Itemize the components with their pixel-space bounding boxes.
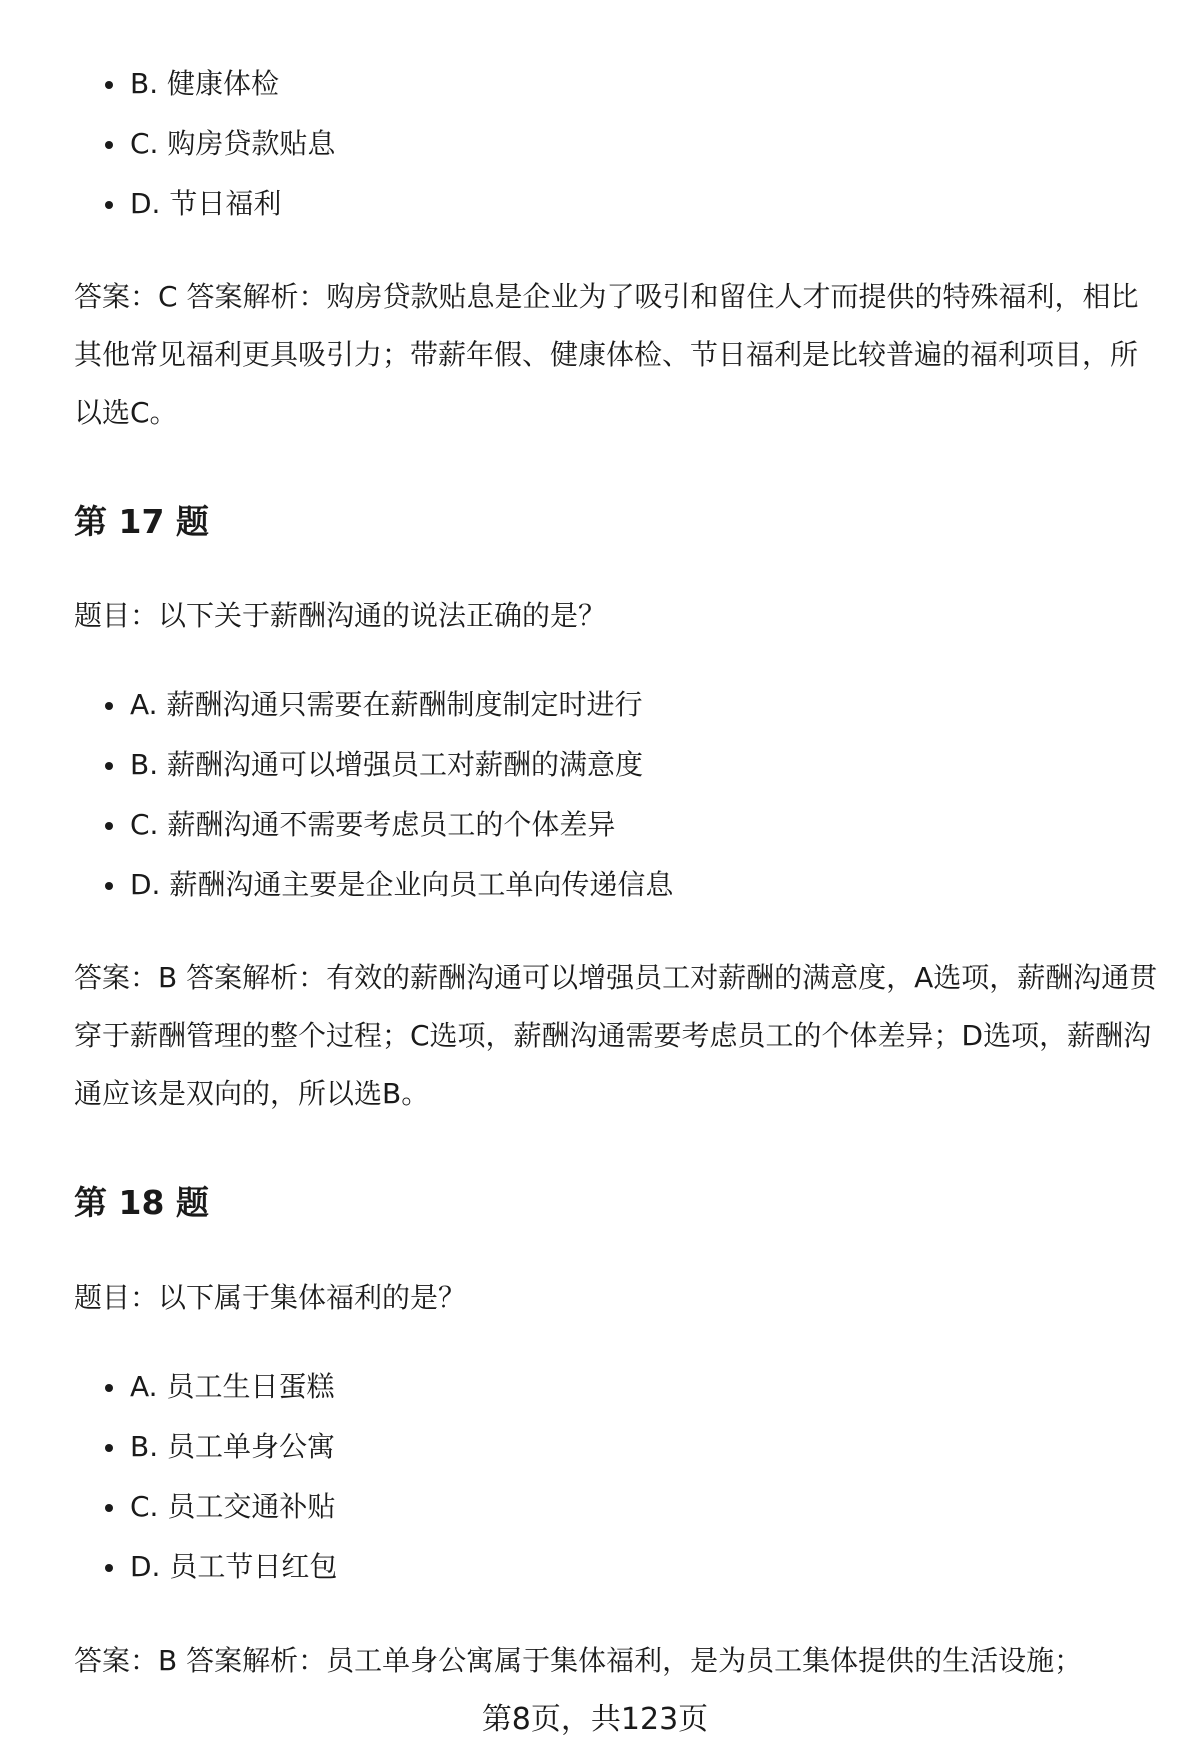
options-list bbox=[74, 67, 335, 247]
question-heading: 第 17 题 bbox=[74, 502, 209, 541]
option-item: B. 员工单身公寓 bbox=[74, 1430, 337, 1464]
option-item: D. 薪酬沟通主要是企业向员工单向传递信息 bbox=[74, 868, 673, 902]
option-item: C. 员工交通补贴 bbox=[74, 1490, 337, 1524]
options-list bbox=[74, 1370, 337, 1610]
answer-explanation: 答案：C 答案解析：购房贷款贴息是企业为了吸引和留住人才而提供的特殊福利，相比其他常见福利更具吸引力；带薪年假、健康体检、节日福利是比较普遍的福利项目，所以选C。 bbox=[74, 280, 1139, 429]
option-item: C. 薪酬沟通不需要考虑员工的个体差异 bbox=[74, 808, 673, 842]
answer-explanation: 答案：B 答案解析：有效的薪酬沟通可以增强员工对薪酬的满意度，A选项，薪酬沟通贯穿于薪酬管理的整个过程；C选项，薪酬沟通需要考虑员工的个体差异；D选项，薪酬沟通应该是双向的，所以选B。 bbox=[74, 961, 1158, 1110]
question-heading: 第 18 题 bbox=[74, 1183, 209, 1222]
question-text: 题目：以下属于集体福利的是？ bbox=[74, 1281, 467, 1314]
option-item: A. 薪酬沟通只需要在薪酬制度制定时进行 bbox=[74, 688, 673, 722]
answer-explanation: 答案：B 答案解析：员工单身公寓属于集体福利，是为员工集体提供的生活设施； bbox=[74, 1644, 1083, 1677]
option-item: B. 薪酬沟通可以增强员工对薪酬的满意度 bbox=[74, 748, 673, 782]
question-text: 题目：以下关于薪酬沟通的说法正确的是？ bbox=[74, 599, 607, 632]
options-list bbox=[74, 688, 673, 928]
option-item: A. 员工生日蛋糕 bbox=[74, 1370, 337, 1404]
option-item: D. 员工节日红包 bbox=[74, 1550, 337, 1584]
option-item: D. 节日福利 bbox=[74, 187, 335, 221]
option-item: B. 健康体检 bbox=[74, 67, 335, 101]
page-number: 第8页，共123页 bbox=[481, 1702, 709, 1737]
option-item: C. 购房贷款贴息 bbox=[74, 127, 335, 161]
